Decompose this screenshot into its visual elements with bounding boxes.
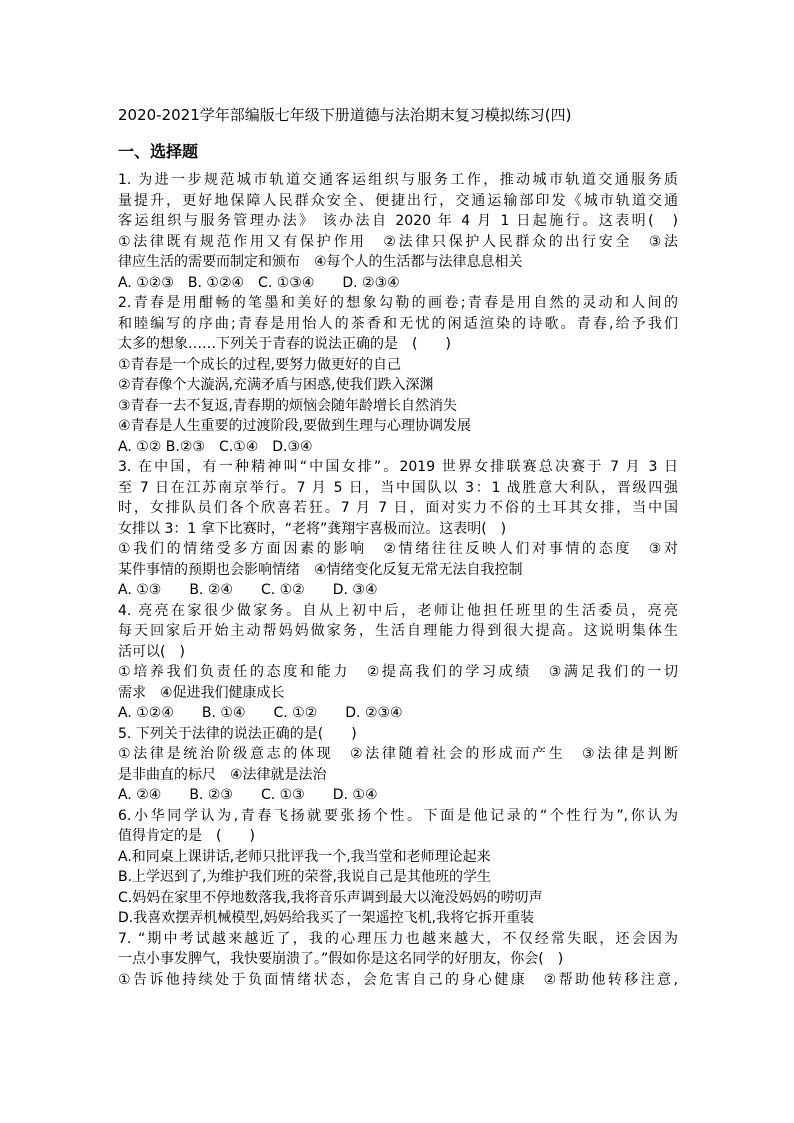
question-2 (118, 293, 678, 457)
option-line: ①培养我们负责任的态度和能力 ②提高我们的学习成绩 ③满足我们的一切 (118, 664, 678, 680)
option-line: ①法律是统治阶级意志的体现 ②法律随着社会的形成而产生 ③法律是判断 (118, 746, 678, 762)
question-6 (118, 806, 678, 929)
question-1 (118, 170, 678, 293)
option-line: 是非曲直的标尺 ④法律就是法治 (118, 766, 327, 783)
question-line: 时，女排队员们各个欣喜若狂。7 月 7 日，面对实力不俗的土耳其女排，当中国 (118, 500, 678, 516)
question-line: 客运组织与服务管理办法》 该办法自 2020 年 4 月 1 日起施行。这表明( ) (118, 213, 678, 229)
option-line: 某件事情的预期也会影响情绪 ④情绪变化反复无常无法自我控制 (118, 561, 523, 578)
document-page (118, 103, 678, 990)
question-line: 1. 为进一步规范城市轨道交通客运组织与服务工作，推动城市轨道交通服务质 (118, 172, 678, 188)
question-line: 值得肯定的是 ( ) (118, 828, 255, 844)
option-line: ③青春一去不复返,青春期的烦恼会随年龄增长自然消失 (118, 397, 457, 414)
answer-choices: A. ①②④ B. ①④ C. ①② D. ②③④ (118, 705, 403, 721)
option-line: C.妈妈在家里不停地数落我,我将音乐声调到最大以淹没妈妈的唠叨声 (118, 889, 543, 906)
question-line: 3. 在中国，有一种精神叫“中国女排”。2019 世界女排联赛总决赛于 7 月 3 日 (118, 459, 678, 475)
question-line: 6.小华同学认为,青春飞扬就要张扬个性。下面是他记录的“个性行为”,你认为 (118, 807, 678, 824)
question-line: 和睦编写的序曲;青春是用怡人的茶香和无忧的闲适渲染的诗歌。青春,给予我们 (118, 315, 678, 332)
section-heading: 一、选择题 (118, 142, 199, 161)
question-4 (118, 601, 678, 724)
option-line: D.我喜欢摆弄机械模型,妈妈给我买了一架遥控飞机,我将它拆开重装 (118, 910, 535, 926)
answer-choices: A. ①③ B. ②④ C. ①② D. ③④ (118, 582, 378, 598)
answer-choices: A. ①② B.②③ C.①④ D.③④ (118, 438, 313, 455)
question-line: 2.青春是用酣畅的笔墨和美好的想象勾勒的画卷;青春是用自然的灵动和人间的 (118, 295, 678, 311)
question-line: 量提升，更好地保障人民群众安全、便捷出行，交通运输部印发《城市轨道交通 (118, 192, 678, 209)
question-line: 4. 亮亮在家很少做家务。自从上初中后，老师让他担任班里的生活委员，亮亮 (118, 602, 678, 619)
option-line: ①告诉他持续处于负面情绪状态，会危害自己的身心健康 ②帮助他转移注意, (118, 971, 678, 988)
option-line: ①法律既有规范作用又有保护作用 ②法律只保护人民群众的出行安全 ③法 (118, 233, 678, 250)
question-line: 7. “期中考试越来越近了，我的心理压力也越来越大，不仅经常失眠，还会因为 (118, 930, 678, 947)
option-line: 需求 ④促进我们健康成长 (118, 684, 285, 701)
question-5 (118, 724, 678, 806)
option-line: 律应生活的需要而制定和颁布 ④每个人的生活都与法律息息相关 (118, 254, 523, 270)
question-line: 女排以 3：1 拿下比赛时，“老将”龚翔宇喜极而泣。这表明( ) (118, 520, 507, 537)
question-line: 太多的想象……下列关于青春的说法正确的是 ( ) (118, 336, 451, 352)
question-7 (118, 929, 678, 991)
option-line: ④青春是人生重要的过渡阶段,要做到生理与心理协调发展 (118, 418, 471, 434)
question-3 (118, 457, 678, 601)
question-line: 一点小事发脾气，我快要崩溃了。”假如你是这名同学的好朋友，你会( ) (118, 951, 564, 967)
option-line: ①我们的情绪受多方面因素的影响 ②情绪往往反映人们对事情的态度 ③对 (118, 541, 678, 557)
question-line: 至 7 日在江苏南京举行。7 月 5 日，当中国队以 3：1 战胜意大利队，晋级四强 (118, 479, 678, 496)
option-line: B.上学迟到了,为维护我们班的荣誉,我说自己是其他班的学生 (118, 869, 491, 885)
question-line: 活可以( ) (118, 643, 185, 660)
option-line: A.和同桌上课讲话,老师只批评我一个,我当堂和老师理论起来 (118, 848, 491, 865)
answer-choices: A. ②④ B. ②③ C. ①③ D. ①④ (118, 787, 378, 803)
option-line: ①青春是一个成长的过程,要努力做更好的自己 (118, 356, 401, 373)
document-title: 2020-2021学年部编版七年级下册道德与法治期末复习模拟练习(四) (118, 106, 572, 124)
question-line: 5. 下列关于法律的说法正确的是( ) (118, 725, 357, 742)
answer-choices: A. ①②③ B. ①②④ C. ①③④ D. ②③④ (118, 274, 400, 291)
question-line: 每天回家后开始主动帮妈妈做家务，生活自理能力得到很大提高。这说明集体生 (118, 623, 678, 639)
option-line: ②青春像个大漩涡,充满矛盾与困惑,使我们跌入深渊 (118, 377, 434, 393)
